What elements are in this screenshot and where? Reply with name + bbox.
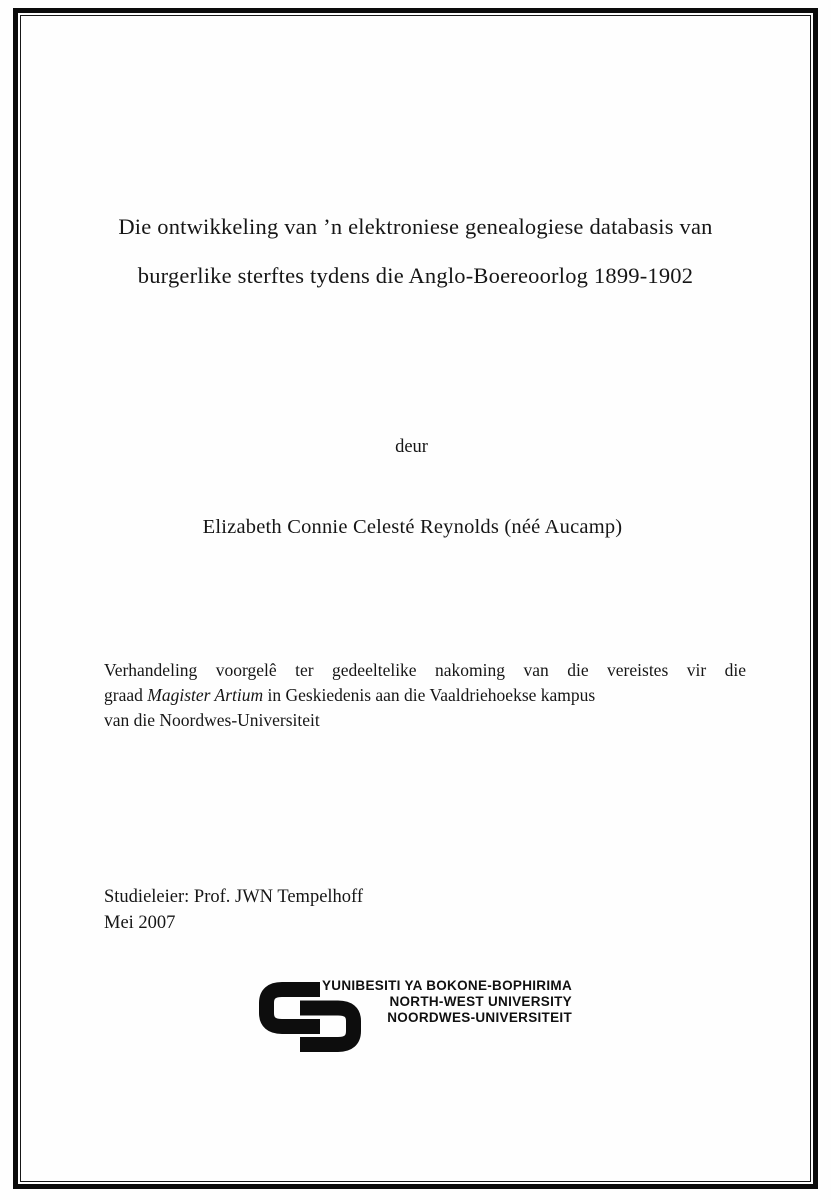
degree-statement-line3: van die Noordwes-Universiteit	[104, 709, 320, 730]
thesis-title-line2: burgerlike sterftes tydens die Anglo-Boereoorlog 1899-1902	[137, 263, 694, 288]
degree-statement	[104, 658, 746, 732]
university-name-english: NORTH-WEST UNIVERSITY	[389, 993, 572, 1009]
degree-name-italic: Magister Artium	[147, 684, 264, 705]
degree-statement-line1: Verhandeling voorgelê ter gedeeltelike nakoming van die vereistes vir die	[104, 660, 746, 680]
degree-statement-line2	[104, 683, 746, 708]
date-line: Mei 2007	[104, 912, 176, 933]
degree-statement-line2-pre: graad	[104, 684, 148, 705]
thesis-title-line1: Die ontwikkeling van ’n elektroniese genealogiese databasis van	[118, 214, 713, 239]
degree-statement-line2-post: in Geskiedenis aan die Vaaldriehoekse kampus	[263, 684, 596, 705]
author-name: Elizabeth Connie Celesté Reynolds (néé Aucamp)	[202, 516, 623, 538]
university-name-afrikaans: NOORDWES-UNIVERSITEIT	[387, 1009, 572, 1025]
supervisor-line: Studieleier: Prof. JWN Tempelhoff	[104, 887, 364, 907]
university-logo-text	[322, 978, 572, 1025]
supervisor-block	[104, 885, 363, 936]
university-logo	[0, 975, 831, 1060]
university-name-setswana: YUNIBESITI YA BOKONE-BOPHIRIMA	[321, 978, 572, 993]
byline-label: deur	[395, 437, 428, 457]
thesis-title	[60, 202, 771, 300]
